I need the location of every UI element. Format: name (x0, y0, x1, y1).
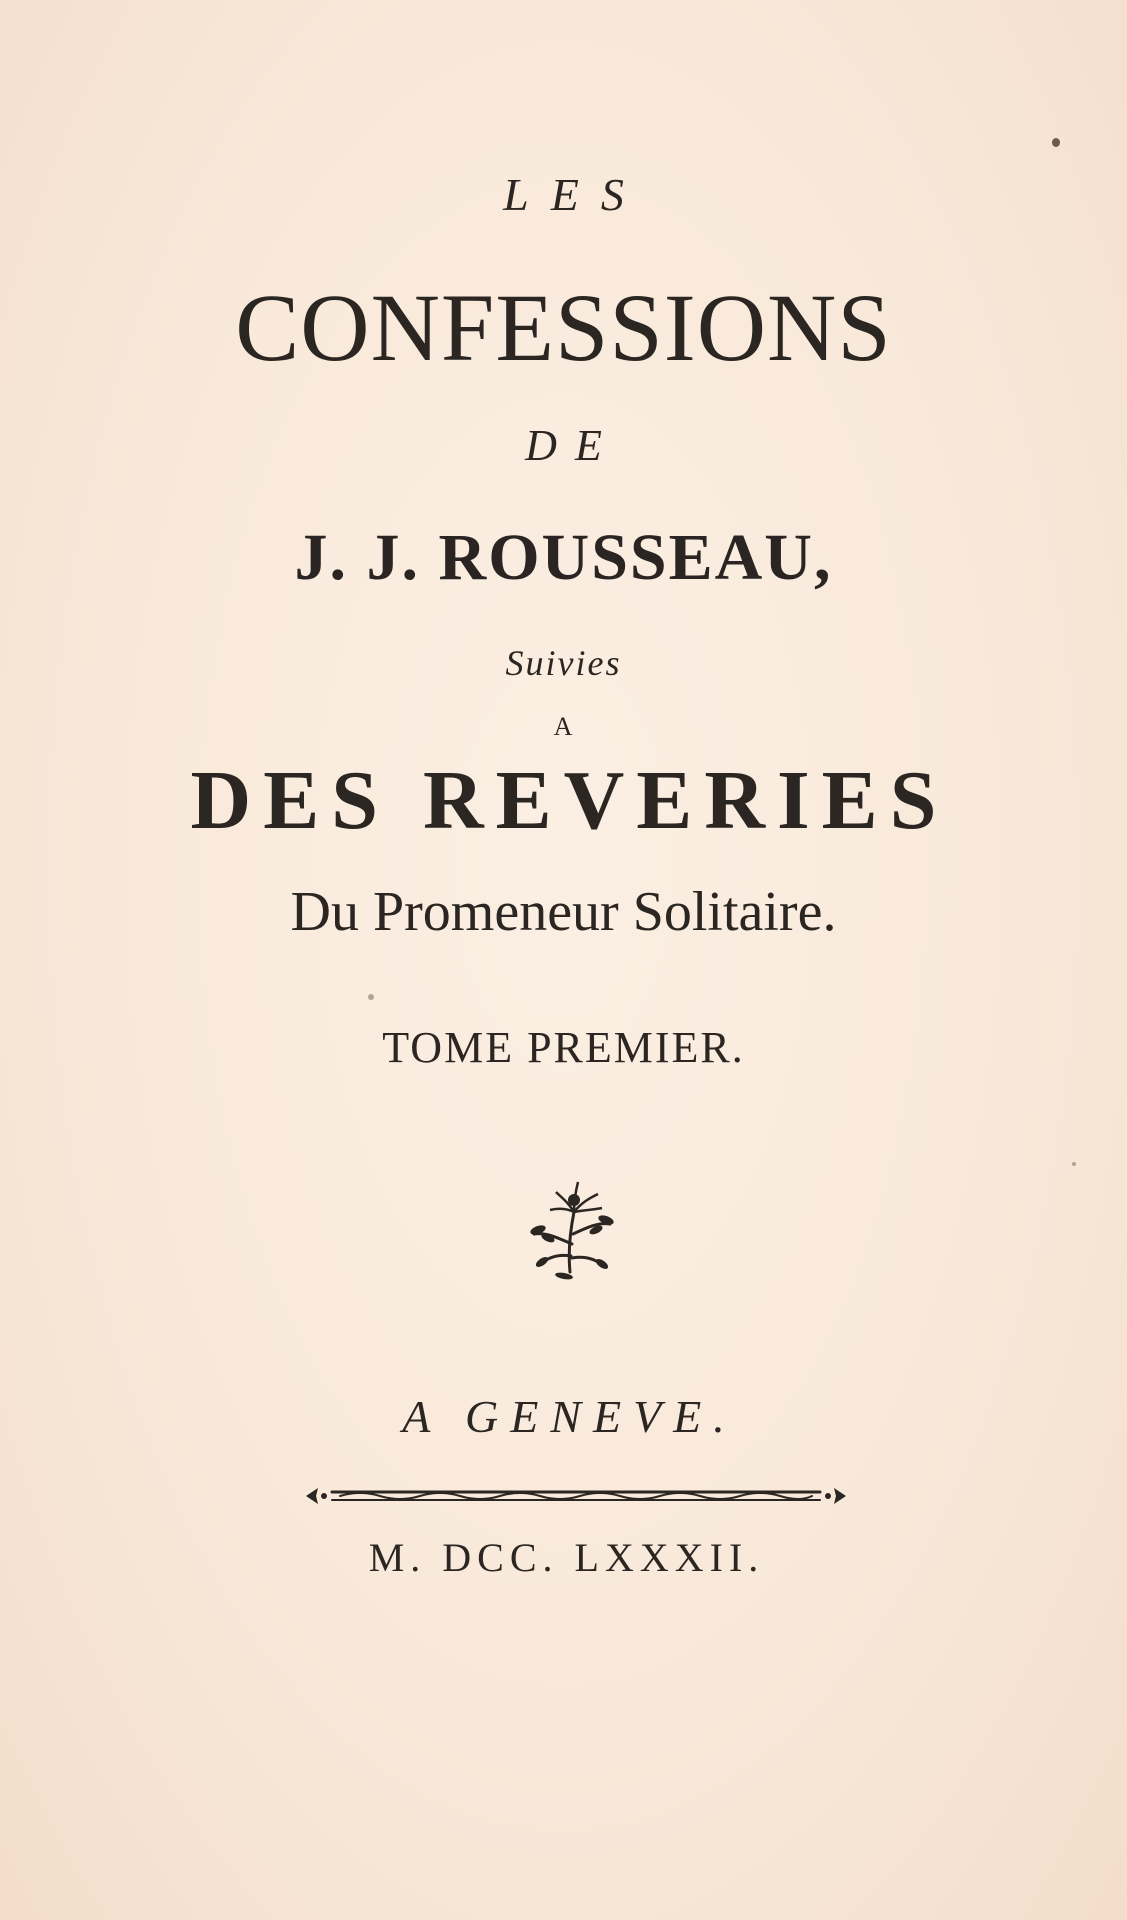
ornamental-rule-icon (300, 1482, 852, 1510)
paper-speck (1072, 1162, 1076, 1166)
connector-text: Suivies (505, 643, 622, 683)
publication-place: A GENEVE. (402, 1391, 737, 1442)
paper-speck (1052, 138, 1060, 147)
volume-label: TOME PREMIER. (382, 1023, 745, 1072)
floral-sprig-icon (518, 1172, 628, 1282)
author-name: J. J. ROUSSEAU, (294, 521, 833, 594)
publication-date: M. DCC. LXXXII. (368, 1535, 765, 1580)
second-subtitle: Du Promeneur Solitaire. (290, 881, 837, 943)
title-article: LES (503, 169, 646, 220)
connector-preposition: A (553, 712, 574, 741)
second-title: DES REVERIES (190, 754, 949, 847)
main-title: CONFESSIONS (235, 274, 892, 381)
title-preposition: DE (525, 421, 620, 470)
paper-speck (368, 994, 374, 1000)
